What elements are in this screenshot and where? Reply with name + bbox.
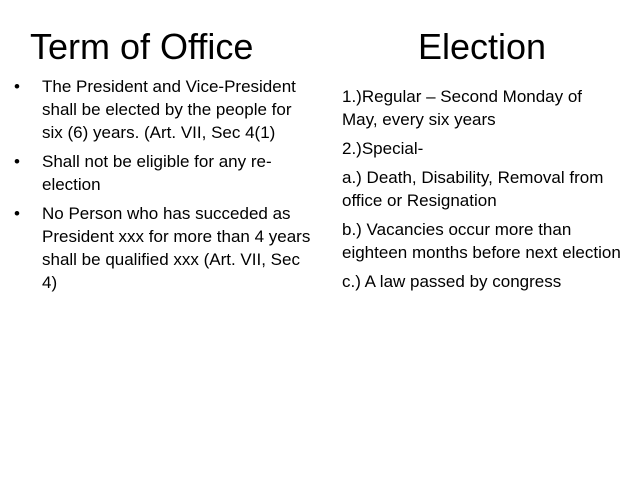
term-of-office-list [12,75,312,300]
term-bullet-text: No Person who has succeded as President xxx for more than 4 years shall be qualified xxx (Art. VII, Sec 4) [42,204,311,292]
election-item: a.) Death, Disability, Removal from office or Resignation [342,168,604,210]
election-item: 2.)Special- [342,139,424,158]
term-of-office-title: Term of Office [30,26,254,67]
election-title: Election [417,26,547,67]
bullet-icon: • [14,152,20,171]
term-bullet-item [12,150,312,196]
election-item: b.) Vacancies occur more than eighteen months before next election [342,220,621,262]
bullet-icon: • [14,77,20,96]
term-bullet-item [12,202,312,294]
term-bullet-text: Shall not be eligible for any re-election [42,152,272,194]
election-item: c.) A law passed by congress [342,272,562,291]
bullet-icon: • [14,204,20,223]
term-bullet-item [12,75,312,144]
election-list [342,85,622,299]
term-bullet-text: The President and Vice-President shall be elected by the people for six (6) years. (Art. VII, Sec 4(1) [42,77,296,142]
election-item: 1.)Regular – Second Monday of May, every six years [342,87,583,129]
